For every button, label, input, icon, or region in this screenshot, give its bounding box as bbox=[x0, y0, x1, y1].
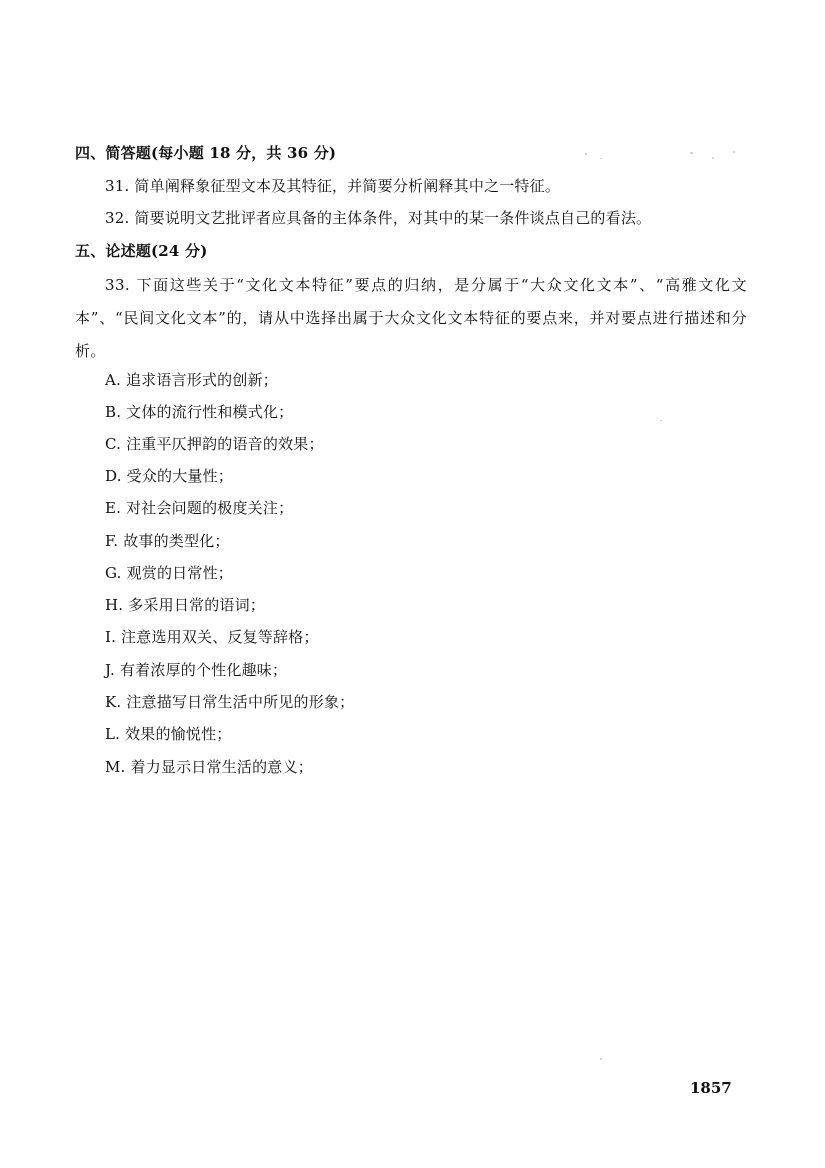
scan-speck bbox=[690, 152, 693, 154]
option-l: L. 效果的愉悦性； bbox=[105, 725, 232, 743]
option-j: J. 有着浓厚的个性化趣味； bbox=[105, 661, 288, 679]
option-m: M. 着力显示日常生活的意义； bbox=[105, 758, 313, 776]
option-b: B. 文体的流行性和模式化； bbox=[105, 403, 294, 421]
option-i: I. 注意选用双关、反复等辞格； bbox=[105, 628, 319, 646]
page-number: 1857 bbox=[690, 1079, 732, 1097]
question-33: 33. 下面这些关于“文化文本特征”要点的归纳，是分属于“大众文化文本”、“高雅文化文本”、“民间文化文本”的，请从中选择出属于大众文化文本特征的要点来，并对要点进行描述和分析。 bbox=[75, 276, 747, 360]
scan-speck bbox=[600, 158, 602, 159]
option-f: F. 故事的类型化； bbox=[105, 532, 230, 550]
question-31: 31. 简单阐释象征型文本及其特征，并简要分析阐释其中之一特征。 bbox=[105, 177, 561, 195]
option-h: H. 多采用日常的语词； bbox=[105, 596, 266, 614]
section-five-heading: 五、论述题(24 分) bbox=[75, 242, 208, 260]
scan-speck bbox=[712, 157, 714, 159]
section-four-heading: 四、简答题(每小题 18 分，共 36 分) bbox=[75, 144, 337, 162]
question-32: 32. 简要说明文艺批评者应具备的主体条件，对其中的某一条件谈点自己的看法。 bbox=[105, 209, 652, 227]
scan-speck bbox=[660, 420, 662, 421]
scan-speck bbox=[733, 151, 735, 153]
option-d: D. 受众的大量性； bbox=[105, 467, 234, 485]
option-c: C. 注重平仄押韵的语音的效果； bbox=[105, 435, 324, 453]
scan-speck bbox=[600, 1058, 602, 1060]
option-a: A. 追求语言形式的创新； bbox=[105, 371, 278, 389]
scan-speck bbox=[585, 153, 587, 155]
option-g: G. 观赏的日常性； bbox=[105, 564, 233, 582]
option-k: K. 注意描写日常生活中所见的形象； bbox=[105, 693, 355, 711]
option-e: E. 对社会问题的极度关注； bbox=[105, 499, 294, 517]
